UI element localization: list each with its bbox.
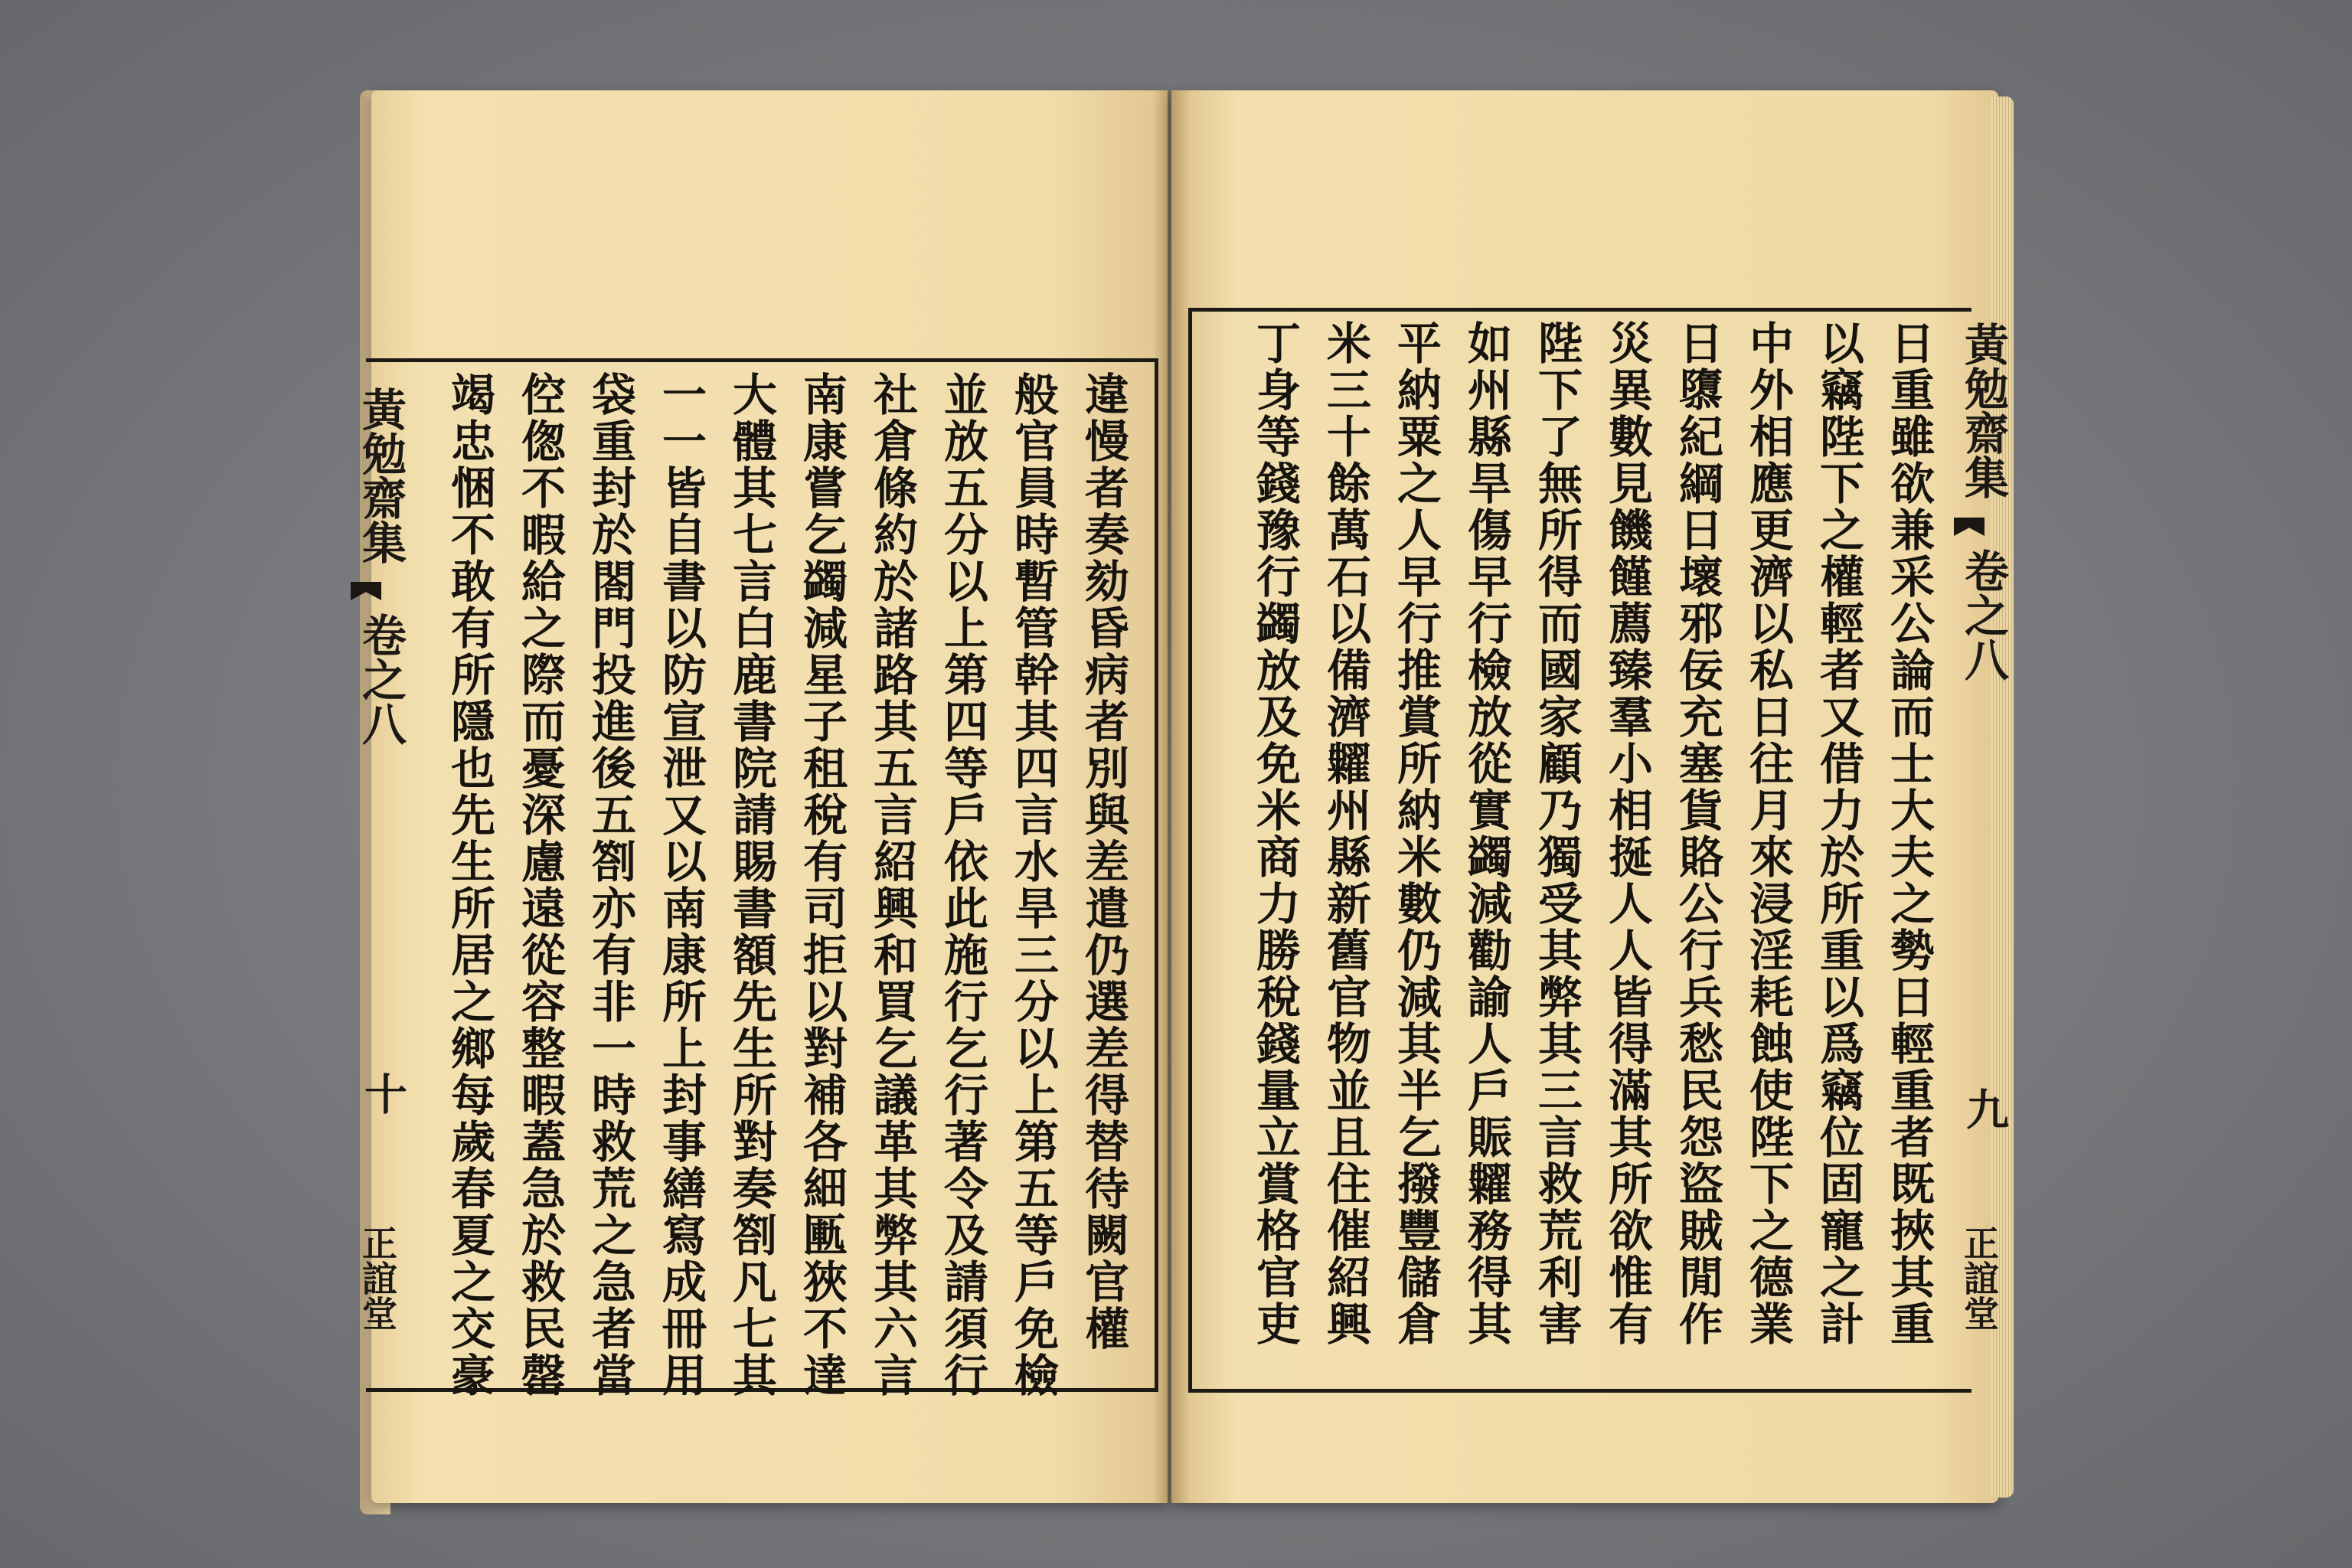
right-text-column-2: 以竊陛下之權輕者又借力於所重以爲竊位固寵之計 — [1812, 320, 1864, 1348]
right-text-column-7: 如州縣旱傷早行檢放從實蠲減勸諭人戶賑糶務得其 — [1460, 320, 1512, 1348]
left-margin-publisher: 正誼堂 — [357, 1225, 398, 1331]
left-text-column-10: 竭忠悃不敢有所隱也先生所居之鄉每歲春夏之交豪 — [443, 371, 495, 1399]
right-text-column-5: 災異數見饑饉薦臻羣小相挻人人皆得滿其所欲惟有 — [1601, 320, 1653, 1348]
right-margin-folio: 九 — [1959, 1087, 2010, 1130]
left-text-column-9: 倥偬不暇給之際而憂深慮遠從容整暇蓋急於救民罄 — [514, 371, 566, 1399]
left-text-column-6: 大體其七言白鹿書院請賜書額先生所對奏劄凡七其 — [725, 371, 777, 1399]
right-text-column-9: 米三十餘萬石以備濟糶州縣新舊官物並且住催紹興 — [1319, 320, 1371, 1348]
left-margin-folio: 十 — [358, 1072, 408, 1115]
right-margin-title: 黃勉齋集 — [1957, 322, 2009, 499]
left-margin-juan: 卷之八 — [354, 612, 407, 746]
right-text-column-8: 平納粟之人早行推賞所納米數仍減其半乞撥豐儲倉 — [1390, 320, 1442, 1348]
right-text-column-10: 丁身等錢豫行蠲放及免米商力勝稅錢量立賞格官吏 — [1249, 320, 1301, 1348]
right-margin-publisher: 正誼堂 — [1958, 1225, 2000, 1331]
left-text-column-7: 一一皆自書以防宣泄又以南康所上封事繕寫成冊用 — [655, 371, 707, 1399]
right-text-column-3: 中外相應更濟以私日往月來浸淫耗蝕使陛下之德業 — [1742, 320, 1794, 1348]
left-text-column-4: 社倉條約於諸路其五言紹興和買乞議革其弊其六言 — [866, 371, 918, 1399]
right-text-column-4: 日隳紀綱日壞邪佞充塞貨賂公行兵愁民怨盜賊閒作 — [1671, 320, 1723, 1348]
left-text-column-1: 違慢者奏劾昏病者別與差遣仍選差得替待闕官權 — [1077, 371, 1129, 1352]
right-margin-juan: 卷之八 — [1957, 548, 2009, 681]
left-text-column-3: 並放五分以上第四等戶依此施行乞行著令及請須行 — [936, 371, 988, 1399]
left-margin-title: 黃勉齋集 — [354, 387, 407, 564]
left-text-column-8: 袋重封於閤門投進後五劄亦有非一時救荒之急者當 — [584, 371, 636, 1399]
right-text-column-1: 日重雖欲兼采公論而士大夫之勢日輕重者既挾其重 — [1883, 320, 1935, 1348]
right-text-column-6: 陛下了無所得而國家顧乃獨受其弊其三言救荒利害 — [1530, 320, 1583, 1348]
left-text-column-2: 般官員時暫管幹其四言水旱三分以上第五等戶免檢 — [1007, 371, 1059, 1399]
left-text-column-5: 南康嘗乞蠲減星子租稅有司拒以對補各細匭狹不達 — [795, 371, 848, 1399]
